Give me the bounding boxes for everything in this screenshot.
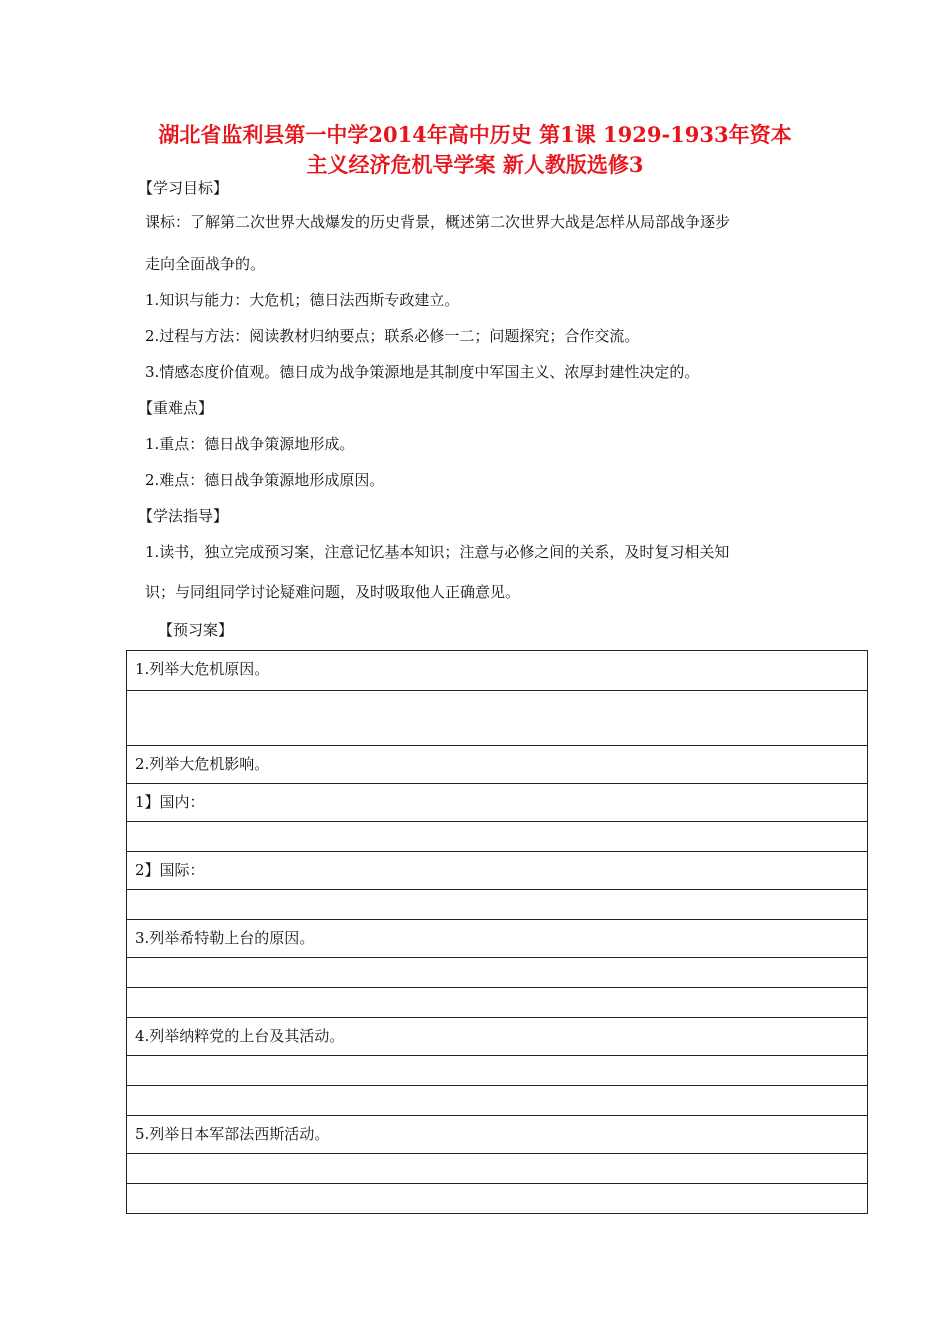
answer-space	[127, 988, 868, 1018]
answer-space	[127, 822, 868, 852]
answer-space	[127, 1154, 868, 1184]
answer-space	[127, 1086, 868, 1116]
answer-space	[127, 691, 868, 746]
method-line-1: 1.读书，独立完成预习案，注意记忆基本知识；注意与必修之间的关系，及时复习相关知	[145, 543, 730, 561]
preview-heading: 【预习案】	[158, 621, 234, 639]
goal-values: 3.情感态度价值观。德日成为战争策源地是其制度中军国主义、浓厚封建性决定的。	[145, 363, 700, 381]
answer-space	[127, 958, 868, 988]
method-heading: 【学法指导】	[138, 507, 229, 525]
answer-space	[127, 1184, 868, 1214]
document-title-line-1: 湖北省监利县第一中学2014年高中历史 第1课 1929-1933年资本	[158, 122, 792, 147]
question-2-domestic: 1】国内：	[127, 784, 868, 822]
question-2-international: 2】国际：	[127, 852, 868, 890]
goal-knowledge: 1.知识与能力：大危机；德日法西斯专政建立。	[145, 291, 460, 309]
method-line-2: 识；与同组同学讨论疑难问题，及时吸取他人正确意见。	[145, 583, 521, 601]
keypoint-difficulty: 2.难点：德日战争策源地形成原因。	[145, 471, 385, 489]
document-title-line-2: 主义经济危机导学案 新人教版选修3	[306, 152, 644, 177]
question-3: 3.列举希特勒上台的原因。	[127, 920, 868, 958]
preview-worksheet-table	[126, 650, 868, 1214]
answer-space	[127, 890, 868, 920]
curriculum-standard-line-1: 课标：了解第二次世界大战爆发的历史背景，概述第二次世界大战是怎样从局部战争逐步	[145, 213, 731, 231]
answer-space	[127, 1056, 868, 1086]
question-2: 2.列举大危机影响。	[127, 746, 868, 784]
question-5: 5.列举日本军部法西斯活动。	[127, 1116, 868, 1154]
keypoint-focus: 1.重点：德日战争策源地形成。	[145, 435, 355, 453]
curriculum-standard-line-2: 走向全面战争的。	[145, 255, 266, 273]
goal-process: 2.过程与方法：阅读教材归纳要点；联系必修一二；问题探究；合作交流。	[145, 327, 640, 345]
question-1: 1.列举大危机原因。	[127, 651, 868, 691]
question-4: 4.列举纳粹党的上台及其活动。	[127, 1018, 868, 1056]
keypoints-heading: 【重难点】	[138, 399, 214, 417]
objectives-heading: 【学习目标】	[138, 179, 229, 197]
